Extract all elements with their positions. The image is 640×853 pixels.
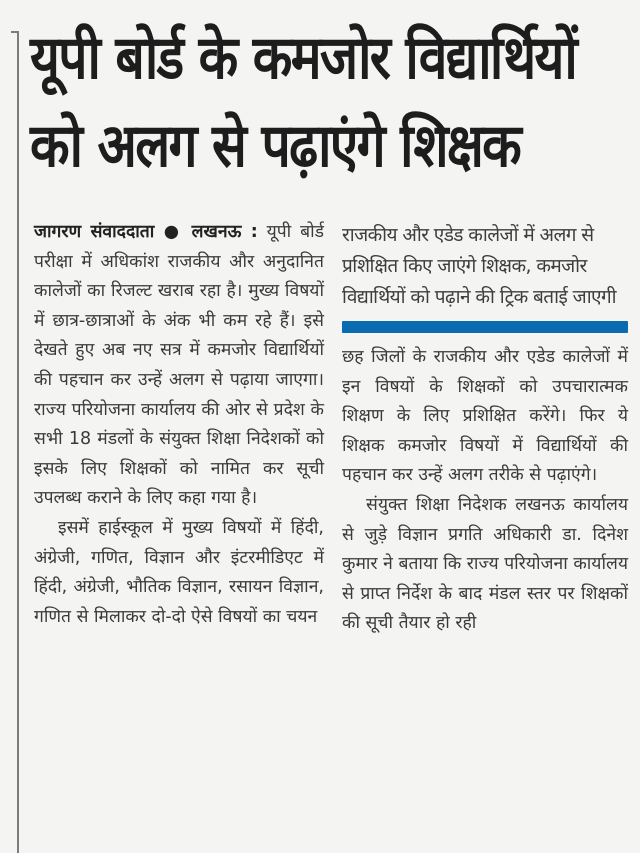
article-paragraph-4: संयुक्त शिक्षा निदेशक लखनऊ कार्यालय से जुड़े विज्ञान प्रगति अधिकारी डा. दिनेश कुमार ने बताया कि राज्य परियोजना कार्यालय से प्राप्त निर्देश के बाद मंडल स्तर पर शिक्षकों की सूची तैयार हो रही [342, 494, 628, 634]
subheadline: राजकीय और एडेड कालेजों में अलग से प्रशिक्षित किए जाएंगे शिक्षक, कमजोर विद्यार्थियों को पढ़ाने की ट्रिक बताई जाएगी [342, 224, 616, 308]
article-paragraph-1 [34, 218, 324, 514]
column-rule [17, 32, 19, 853]
dateline: जागरण संवाददाता ● लखनऊ : [34, 222, 258, 242]
left-column [34, 218, 324, 632]
article-paragraph-3: छह जिलों के राजकीय और एडेड कालेजों में इन विषयों के शिक्षकों को उपचारात्मक शिक्षण के लिए प्रशिक्षित करेंगे। फिर ये शिक्षक कमजोर विषयों में विद्यार्थियों की पहचान कर उन्हें अलग तरीके से पढ़ाएंगे। [342, 347, 628, 486]
headline-line-1: यूपी बोर्ड के कमजोर विद्यार्थियों [30, 23, 577, 93]
right-column [342, 218, 628, 639]
column-rule-tick [11, 31, 19, 33]
article-paragraph-2: इसमें हाईस्कूल में मुख्य विषयों में हिंदी, अंग्रेजी, गणित, विज्ञान और इंटरमीडिएट में हिंदी, अंग्रेजी, भौतिक विज्ञान, रसायन विज्ञान, गणित से मिलाकर दो-दो ऐसे विषयों का चयन [34, 517, 324, 627]
paragraph-text: यूपी बोर्ड परीक्षा में अधिकांश राजकीय और अनुदानित कालेजों का रिजल्ट खराब रहा है। मुख्य विषयों में छात्र-छात्राओं के अंक भी कम रहे हैं। इसे देखते हुए अब नए सत्र में कमजोर विद्यार्थियों की पहचान कर उन्हें अलग से पढ़ाया जाएगा। राज्य परियोजना कार्यालय की ओर से प्रदेश के सभी 18 मंडलों के संयुक्त शिक्षा निदेशकों को इसके लिए शिक्षकों को नामित कर सूची उपलब्ध कराने के लिए कहा गया है। [34, 222, 324, 509]
headline [30, 14, 577, 190]
subhead-divider [342, 321, 628, 333]
headline-line-2: को अलग से पढ़ाएंगे शिक्षक [30, 111, 521, 181]
